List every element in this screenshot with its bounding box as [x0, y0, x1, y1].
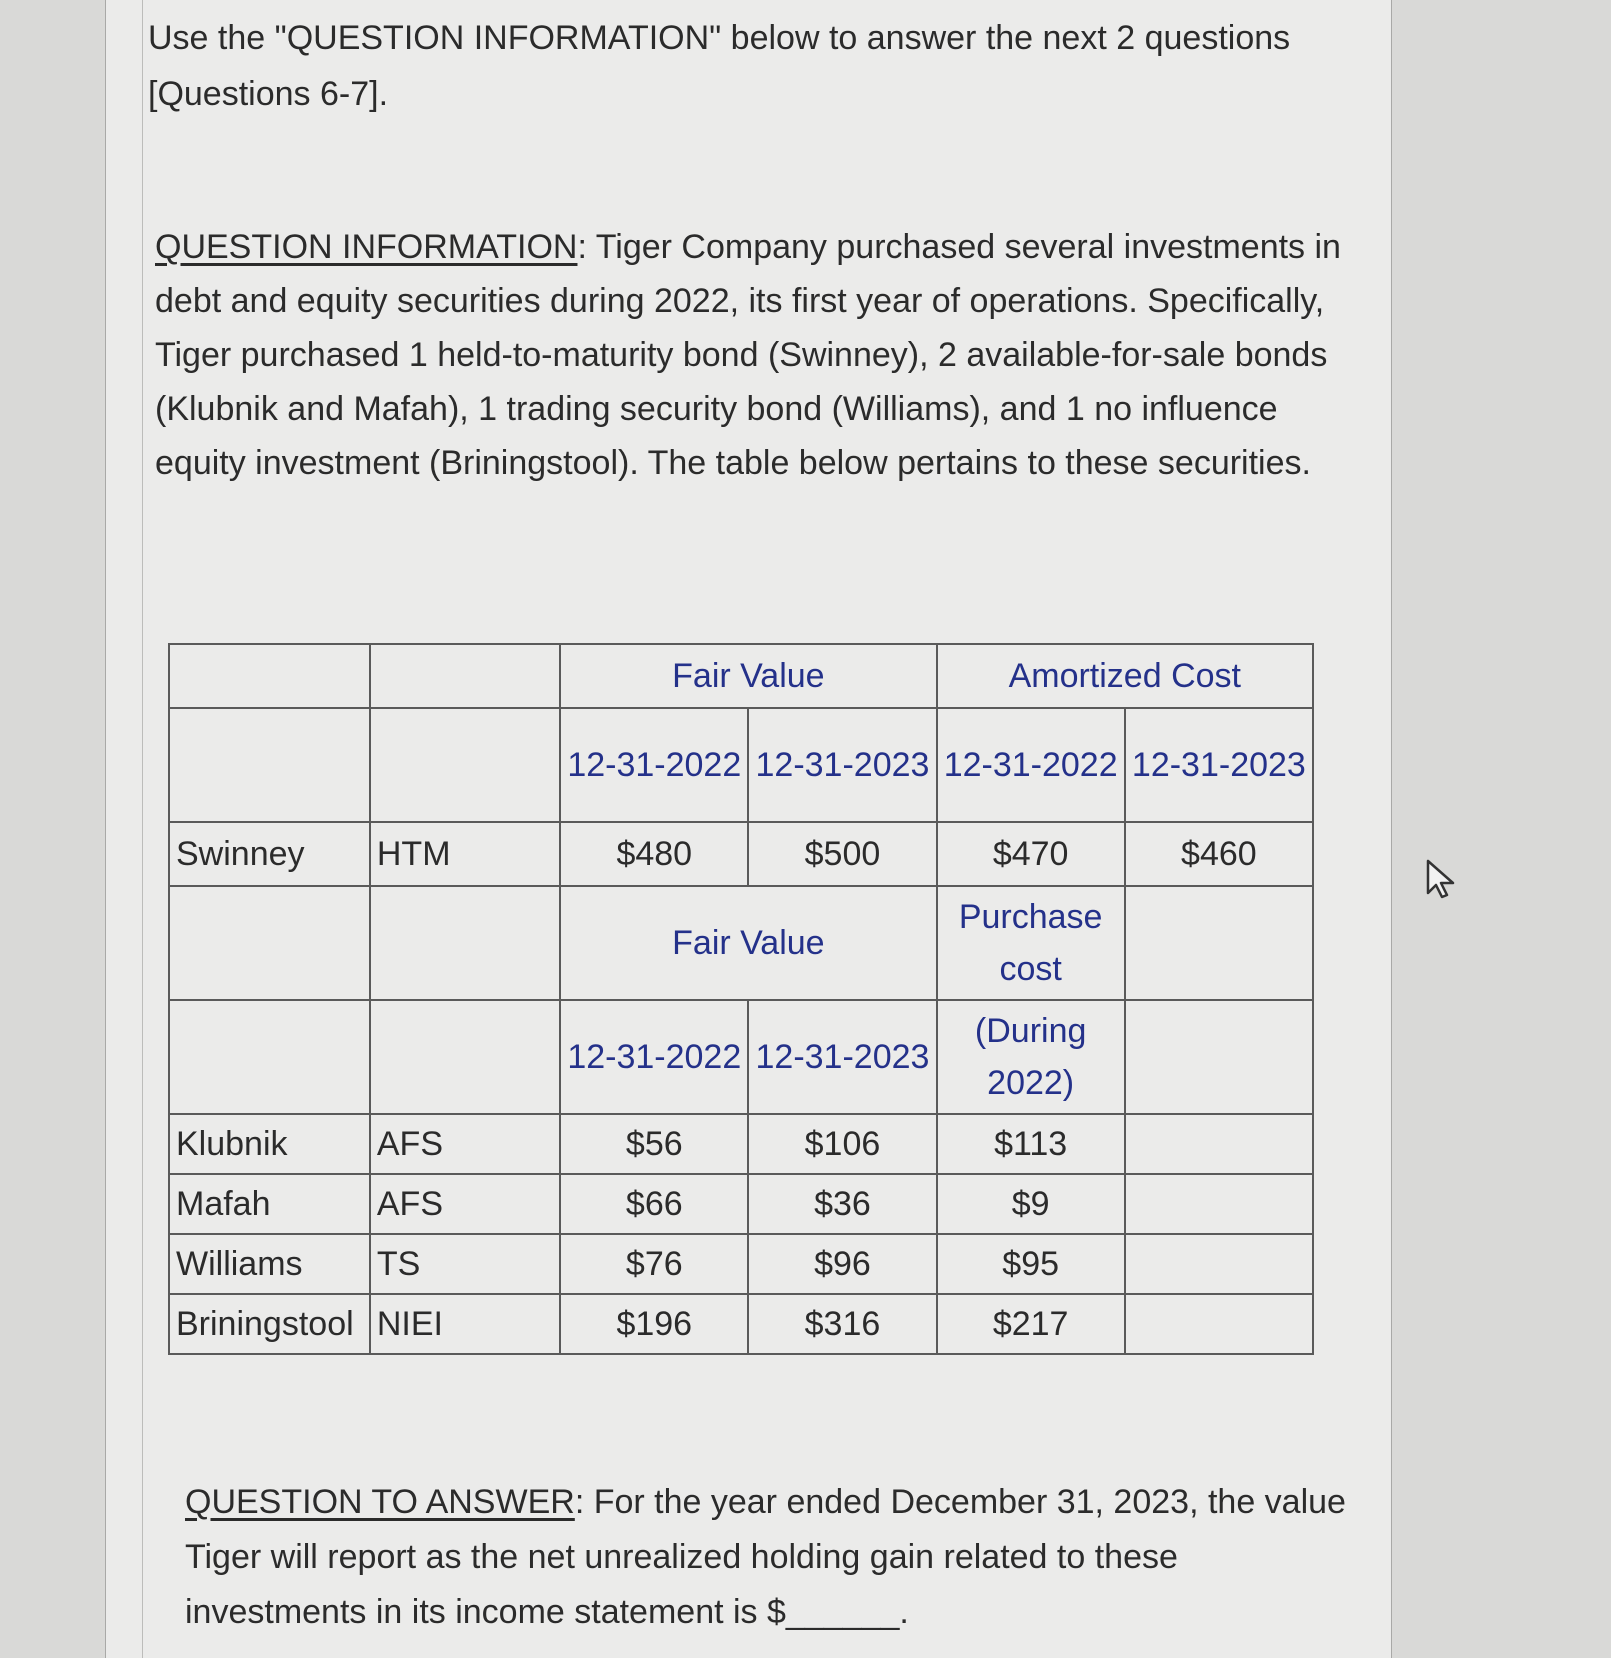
security-name: Briningstool: [169, 1294, 370, 1354]
margin-line: [142, 0, 143, 1658]
cell-value: $96: [748, 1234, 936, 1294]
table-row: [169, 1114, 1313, 1174]
table-row: [169, 822, 1313, 886]
fair-value-header: Fair Value: [560, 644, 936, 708]
cell-value: $500: [748, 822, 936, 886]
security-name: Williams: [169, 1234, 370, 1294]
table-date-row: [169, 708, 1313, 822]
question-information-label: QUESTION INFORMATION: [155, 228, 578, 266]
question-information-body: : Tiger Company purchased several investments in debt and equity securities during 2022, its first year of operations. Specifically, Tiger purchased 1 held-to-maturity bond (Swinney), 2 available-for-sale bonds (Klubnik and Mafah), 1 trading security bond (Williams), and 1 no influence equity investment (Briningstool). The table below pertains to these securities.: [155, 228, 1341, 482]
date-header: 12-31-2023: [1125, 708, 1313, 822]
security-type: AFS: [370, 1114, 560, 1174]
question-to-answer-body: : For the year ended December 31, 2023, the value Tiger will report as the net unrealized holding gain related to these investments in its income statement is $______.: [185, 1483, 1346, 1631]
amortized-cost-header: Amortized Cost: [937, 644, 1313, 708]
cell-value: $106: [748, 1114, 936, 1174]
security-type: TS: [370, 1234, 560, 1294]
date-header: 12-31-2023: [748, 1000, 936, 1114]
security-type: HTM: [370, 822, 560, 886]
security-name: Mafah: [169, 1174, 370, 1234]
cell-value: $95: [937, 1234, 1125, 1294]
cell-value: $470: [937, 822, 1125, 886]
cell-value: $36: [748, 1174, 936, 1234]
security-type: NIEI: [370, 1294, 560, 1354]
date-header: 12-31-2023: [748, 708, 936, 822]
table-row: [169, 1294, 1313, 1354]
cell-value: $316: [748, 1294, 936, 1354]
cell-value: $56: [560, 1114, 748, 1174]
question-to-answer-label: QUESTION TO ANSWER: [185, 1483, 575, 1521]
security-type: AFS: [370, 1174, 560, 1234]
purchase-period-header: (During 2022): [937, 1000, 1125, 1114]
date-header: 12-31-2022: [937, 708, 1125, 822]
cell-value: $480: [560, 822, 748, 886]
table-header-row: [169, 886, 1313, 1000]
securities-table: [168, 643, 1314, 1355]
table-header-row: [169, 644, 1313, 708]
fair-value-header: Fair Value: [560, 886, 936, 1000]
question-information: [155, 220, 1355, 490]
cell-value: $76: [560, 1234, 748, 1294]
date-header: 12-31-2022: [560, 1000, 748, 1114]
security-name: Swinney: [169, 822, 370, 886]
cell-value: $9: [937, 1174, 1125, 1234]
question-to-answer: [185, 1475, 1355, 1640]
cell-value: $196: [560, 1294, 748, 1354]
table-row: [169, 1174, 1313, 1234]
table-date-row: [169, 1000, 1313, 1114]
security-name: Klubnik: [169, 1114, 370, 1174]
cell-value: $113: [937, 1114, 1125, 1174]
cell-value: $460: [1125, 822, 1313, 886]
table-row: [169, 1234, 1313, 1294]
mouse-cursor-icon: [1425, 858, 1459, 900]
cell-value: $66: [560, 1174, 748, 1234]
cell-value: $217: [937, 1294, 1125, 1354]
date-header: 12-31-2022: [560, 708, 748, 822]
intro-text: Use the "QUESTION INFORMATION" below to answer the next 2 questions [Questions 6-7].: [148, 19, 1291, 113]
purchase-cost-header: Purchase cost: [937, 886, 1125, 1000]
